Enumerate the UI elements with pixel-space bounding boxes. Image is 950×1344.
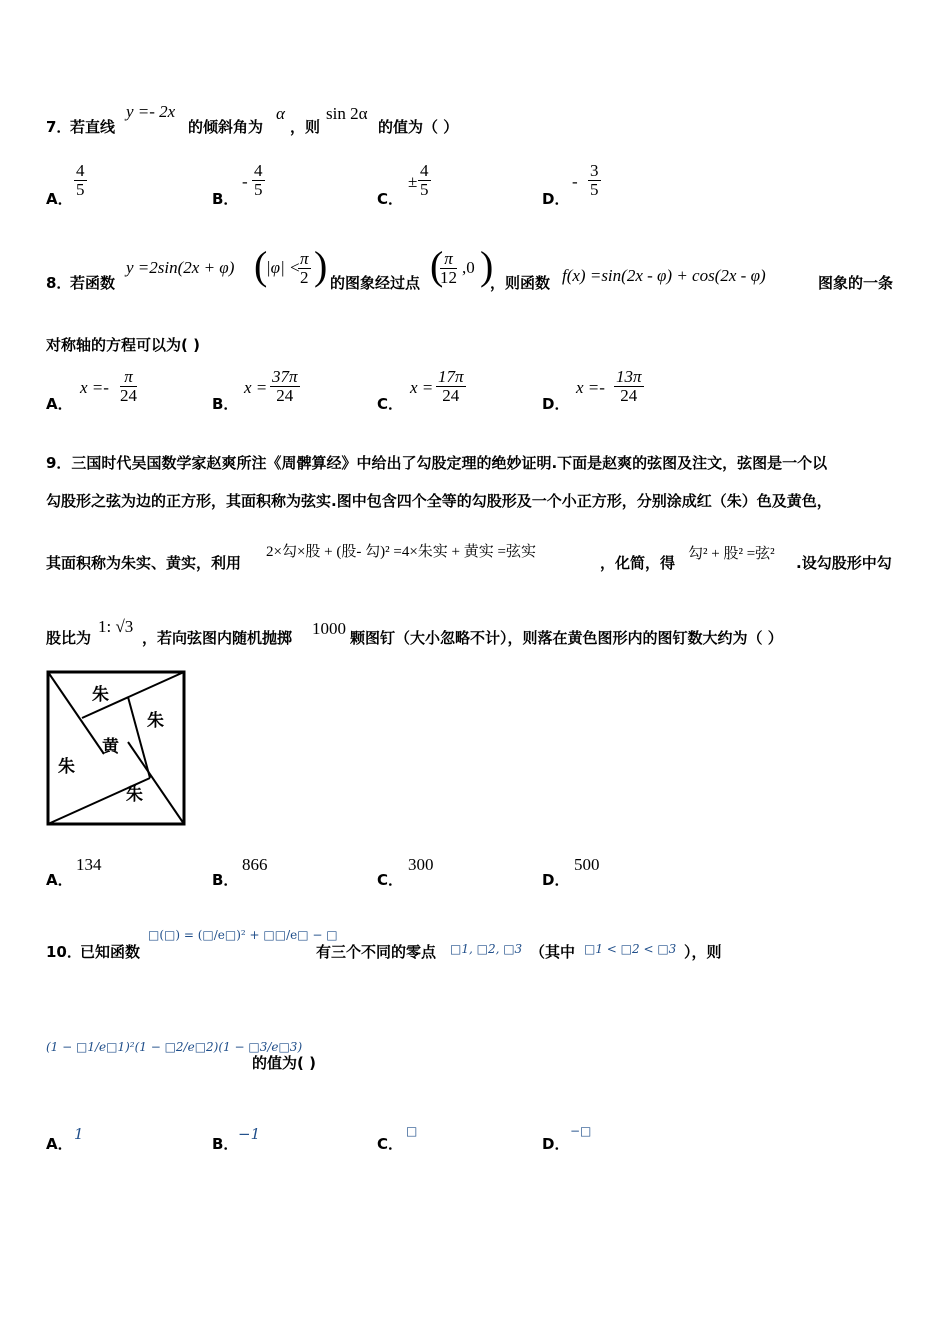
option-fraction: 4 5 [254,161,263,199]
q9-line-4b: ，若向弦图内随机抛掷 [142,629,293,647]
q10-text-1: 已知函数 [80,943,141,961]
label-zhu-top: 朱 [92,685,109,705]
option-fraction: 4 5 [420,161,429,199]
q8-text-4: 图象的一条 [818,274,894,292]
option-value: −□ [570,1124,592,1138]
q8-point-fraction: π 12 [440,249,457,287]
option-label: C． [377,395,404,413]
option-sign: - [572,172,578,191]
option-fraction: 4 5 [76,161,85,199]
option-fraction: π 24 [120,367,137,405]
q7-line-equation: y =- 2x [126,102,176,121]
q8-point-tail: ,0 [462,258,475,277]
q8-paren-close: ) [314,243,328,288]
option-label: B． [212,395,239,413]
q7-text-2: 的倾斜角为 [188,118,264,136]
q9-xian-diagram [46,670,186,826]
option-label: B． [212,1135,239,1153]
option-lhs: x = [410,378,434,397]
q8-text-1: 若函数 [70,274,116,292]
label-zhu-bottom: 朱 [126,785,143,805]
q7-text-4: 的值为（ ） [378,118,459,136]
q9-line-4a: 股比为 [46,629,92,647]
option-value: 866 [242,855,268,874]
option-value: 300 [408,855,434,874]
option-label: D． [542,871,570,889]
q10-zeros: □1, □2, □3 [450,942,523,956]
option-lhs: x = [244,378,268,397]
q7-text-1: 若直线 [70,118,116,136]
q9-line-2: 勾股形之弦为边的正方形，其面积称为弦实.图中包含四个全等的勾股形及一个小正方形，分别涂成红（朱）色及黄色， [46,492,832,510]
q9-count: 1000 [312,619,346,638]
option-label: B． [212,190,239,208]
q9-line-3b: ，化简，得 [600,554,676,572]
q10-text-5: 的值为( ) [252,1054,316,1072]
option-lhs: x =- [80,378,109,397]
q7-sin2alpha: sin 2α [326,104,368,123]
option-label: B． [212,871,239,889]
q10-text-2: 有三个不同的零点 [316,943,437,961]
option-fraction: 37π 24 [272,367,298,405]
q8-line-2: 对称轴的方程可以为( ) [46,336,200,354]
option-sign: - [242,172,248,191]
option-label: A． [46,871,73,889]
label-zhu-left: 朱 [58,757,75,777]
option-label: D． [542,190,570,208]
option-label: C． [377,871,404,889]
option-label: A． [46,395,73,413]
q9-ratio: 1: √3 [98,617,134,636]
q8-function-2: f(x) =sin(2x - φ) + cos(2x - φ) [562,266,766,285]
option-label: D． [542,395,570,413]
q10-text-4: ），则 [684,943,722,961]
q8-condition: |φ| < [266,258,301,277]
q10-order: □1 < □2 < □3 [584,942,677,956]
q8-point-paren-open: ( [430,243,444,288]
q8-function: y =2sin(2x + φ) [126,258,235,277]
option-fraction: 3 5 [590,161,599,199]
label-zhu-right: 朱 [147,711,164,731]
q9-line-3a: 其面积称为朱实、黄实，利用 [46,554,242,572]
q7-text-3: ，则 [290,118,321,136]
q9-formula-2: 勾² + 股² =弦² [688,546,775,562]
q9-line-1: 9．三国时代吴国数学家赵爽所注《周髀算经》中给出了勾股定理的绝妙证明.下面是赵爽的弦图及注文，弦图是一个以 [46,454,828,472]
option-value: □ [406,1124,418,1138]
q10-expression: (1 − □1/e□1)²(1 − □2/e□2)(1 − □3/e□3) [46,1040,303,1054]
option-value: −1 [238,1125,261,1143]
option-value: 134 [76,855,102,874]
option-label: D． [542,1135,570,1153]
option-label: A． [46,190,73,208]
option-label: C． [377,190,404,208]
q9-line-4c: 颗图钉（大小忽略不计），则落在黄色图形内的图钉数大约为（ ） [350,629,783,647]
option-sign: ± [408,172,418,191]
q10-function: □(□) = (□/e□)² + □□/e□ − □ [148,928,338,942]
q7-number: 7． [46,118,72,136]
q9-line-3c: .设勾股形中勾 [796,554,892,572]
q8-paren-open: ( [254,243,268,288]
label-huang: 黄 [102,737,119,757]
option-lhs: x =- [576,378,605,397]
q10-text-3: （其中 [530,943,576,961]
q8-condition-fraction: π 2 [300,249,309,287]
q7-alpha: α [276,104,285,123]
option-label: C． [377,1135,404,1153]
q8-text-2: 的图象经过点 [330,274,421,292]
option-label: A． [46,1135,73,1153]
q8-text-3: ，则函数 [490,274,551,292]
option-value: 1 [74,1125,84,1143]
option-fraction: 13π 24 [616,367,642,405]
q8-number: 8． [46,274,72,292]
option-value: 500 [574,855,600,874]
q8-point-paren-close: ) [480,243,494,288]
q10-number: 10． [46,943,82,961]
q9-formula-1: 2×勾×股 + (股- 勾)² =4×朱实 + 黄实 =弦实 [266,544,536,560]
option-fraction: 17π 24 [438,367,464,405]
